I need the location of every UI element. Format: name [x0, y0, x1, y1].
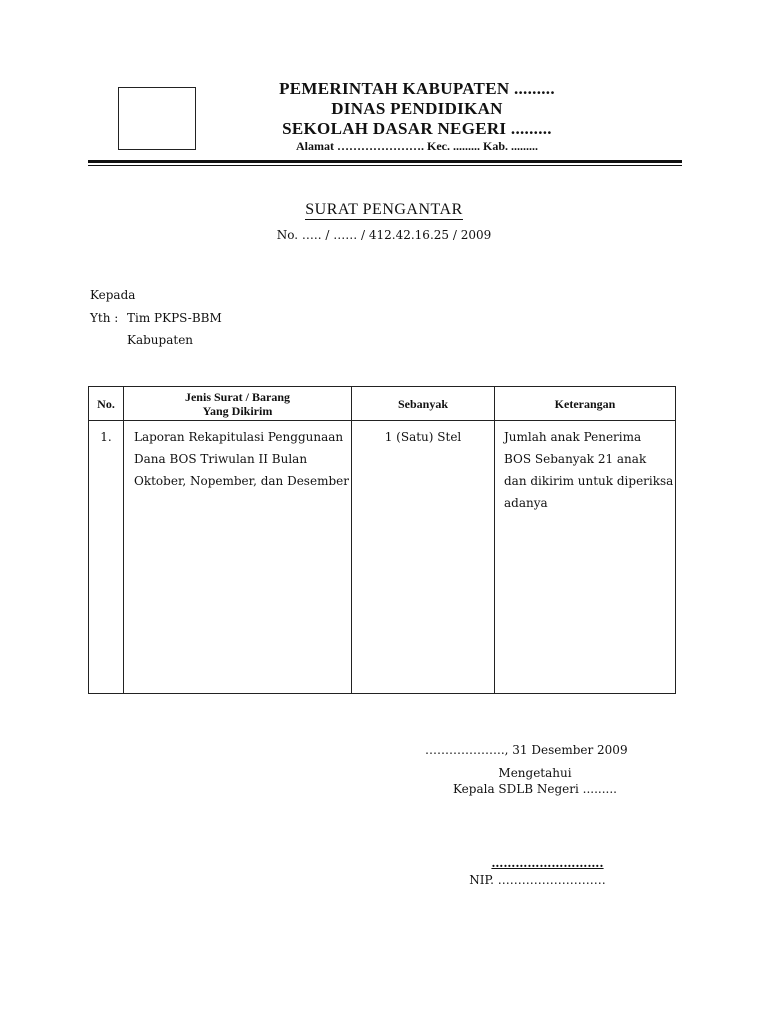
- signature-position: Kepala SDLB Negeri .........: [453, 782, 617, 796]
- header-school: SEKOLAH DASAR NEGERI .........: [282, 119, 552, 138]
- recipient-name: Tim PKPS-BBM: [127, 311, 222, 325]
- items-table: [88, 386, 676, 694]
- col-header-jenis-line1: Jenis Surat / Barang: [184, 389, 290, 404]
- table-header-row: [89, 387, 676, 421]
- header-divider-thick: [88, 160, 682, 163]
- letter-title: SURAT PENGANTAR: [305, 201, 463, 218]
- col-header-keterangan: Keterangan: [495, 387, 676, 421]
- recipient-to-label: Kepada: [90, 288, 136, 302]
- row-keterangan: [495, 421, 676, 694]
- row-jenis-line: Laporan Rekapitulasi Penggunaan: [134, 430, 344, 444]
- signature-nip: NIP. ………………………: [469, 873, 606, 887]
- signature-name: ……………………….: [491, 856, 604, 870]
- row-sebanyak: 1 (Satu) Stel: [352, 421, 495, 694]
- col-header-no: No.: [89, 387, 124, 421]
- header-department: DINAS PENDIDIKAN: [331, 99, 503, 118]
- header-divider-thin: [88, 165, 682, 166]
- row-jenis-line: Dana BOS Triwulan II Bulan: [134, 452, 308, 466]
- col-header-sebanyak: Sebanyak: [352, 387, 495, 421]
- header-government: PEMERINTAH KABUPATEN .........: [279, 79, 555, 98]
- row-keterangan-line: dan dikirim untuk diperiksa: [504, 474, 674, 488]
- row-jenis-line: Oktober, Nopember, dan Desember: [134, 474, 349, 488]
- row-keterangan-line: Jumlah anak Penerima: [504, 430, 642, 444]
- col-header-jenis: [124, 387, 352, 421]
- letter-number: No. ….. / …… / 412.42.16.25 / 2009: [276, 228, 492, 242]
- row-no: 1.: [89, 421, 124, 694]
- recipient-place: Kabupaten: [127, 333, 194, 347]
- row-keterangan-line: BOS Sebanyak 21 anak: [504, 452, 647, 466]
- table-row: [89, 421, 676, 694]
- recipient-yth-label: Yth :: [90, 311, 119, 325]
- signature-place-date: ……………….., 31 Desember 2009: [425, 743, 628, 757]
- row-jenis: [124, 421, 352, 694]
- signature-acknowledged: Mengetahui: [498, 766, 572, 780]
- row-keterangan-line: adanya: [504, 496, 548, 510]
- col-header-jenis-line2: Yang Dikirim: [202, 403, 273, 418]
- header-address: Alamat …………………. Kec. ......... Kab. .........: [296, 139, 538, 153]
